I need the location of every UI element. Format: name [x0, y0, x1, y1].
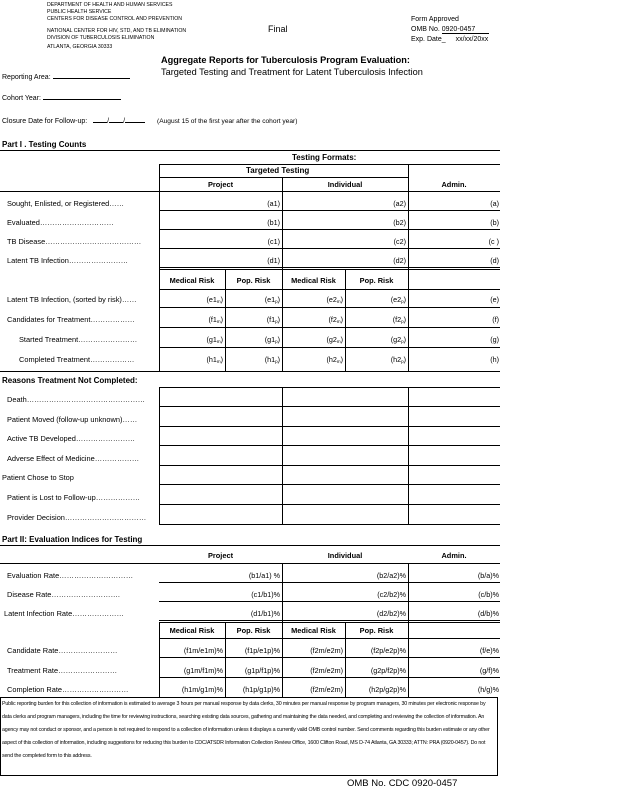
reason-label: Provider Decision…………………………… — [7, 512, 147, 522]
risk-cell: $(f2_m)$ — [328, 315, 343, 324]
cell-project: (b1/a1) % — [248, 571, 280, 580]
reason-label: Death………………………………………… — [7, 395, 145, 404]
row-label: Started Treatment…………………… — [19, 335, 138, 344]
p2-col-project: Project — [207, 551, 234, 560]
cell-admin: (g) — [490, 335, 499, 344]
risk-index-cell: (h2p/g2p)% — [368, 685, 406, 694]
risk-header: Pop. Risk — [236, 626, 271, 635]
reporting-area-label: Reporting Area: — [2, 74, 51, 81]
row-label: Completed Treatment……………… — [19, 355, 135, 364]
form-approved: Form Approved — [411, 16, 459, 23]
closure-note: (August 15 of the first year after the cohort year) — [157, 118, 298, 125]
cell-admin: (c/b)% — [478, 590, 499, 599]
risk-cell: $(g1_m)$ — [206, 335, 223, 344]
cell-project: (b1) — [267, 218, 280, 227]
col-admin: Admin. — [441, 180, 467, 189]
closure-day-input[interactable] — [109, 115, 123, 123]
cell-admin: (b) — [490, 218, 499, 227]
row-label: Latent TB Infection…………………… — [7, 256, 129, 265]
cell-individual: (c2) — [393, 237, 406, 246]
cell-individual: (c2/b2)% — [377, 590, 406, 599]
col-individual: Individual — [327, 180, 363, 189]
burden-statement: Public reporting burden for this collection of information is estimated to average 3 hours per manual response by data clerks, 30 minutes per manual response by program managers, 30 minutes per electronic response by data clerks and program managers, including the time for reviewing instructions, searching existing data sources, gathering and maintaining the data needed, and completing and reviewing the collection of information. An agency may not conduct or sponsor, and a person is not required to respond to a collection of information unless it displays a currently valid OMB control number. Send comments regarding this burden estimate or any other aspect of this collection of information, including suggestions for reducing this burden to CDC/ATSDR Information Collection Review Office, 1600 Clifton Road, MS D-74 Atlanta, GA 30333; ATTN: PRA (0920-0457). Do not send the completed form to this address. — [0, 697, 498, 776]
risk-index-cell: (f1m/e1m)% — [183, 646, 223, 655]
closure-year-input[interactable] — [125, 115, 145, 123]
testing-formats-label: Testing Formats: — [292, 153, 357, 162]
cell-individual: (b2/a2)% — [376, 571, 406, 580]
row-label: TB Disease………………………………… — [7, 237, 142, 246]
risk-index-cell: (f2m/e2m) — [310, 646, 343, 655]
row-label: Latent Infection Rate………………… — [4, 609, 124, 618]
row-label: Candidates for Treatment……………… — [7, 315, 135, 324]
status-label: Final — [268, 24, 288, 34]
risk-index-cell: (g1p/f1p)% — [244, 665, 280, 675]
risk-index-cell: (f2m/e2m) — [310, 665, 343, 675]
risk-header: Medical Risk — [291, 276, 336, 285]
row-label: Evaluated………………………… — [7, 218, 114, 227]
cell-project: (d1) — [267, 256, 280, 265]
risk-header: Medical Risk — [291, 626, 336, 635]
reason-label: Patient Moved (follow-up unknown)…… — [7, 414, 138, 424]
exp-value: xx/xx/20xx — [455, 36, 489, 43]
closure-date-field[interactable]: Closure Date for Follow-up: / / (August 15 of the first year after the cohort year) — [2, 115, 297, 125]
risk-index-cell: (h1m/g1m)% — [181, 685, 223, 694]
p2-col-admin: Admin. — [441, 551, 467, 560]
cell-admin: (g/f)% — [479, 665, 499, 675]
row-label: Latent TB Infection, (sorted by risk)…… — [7, 295, 137, 304]
page-title: Aggregate Reports for Tuberculosis Program Evaluation: — [161, 55, 410, 65]
risk-cell: $(g2_p)$ — [390, 335, 406, 344]
omb-number-line — [411, 26, 489, 34]
cell-project: (a1) — [267, 199, 280, 208]
risk-cell: $(h1_m)$ — [206, 355, 223, 364]
agency-line: DEPARTMENT OF HEALTH AND HUMAN SERVICES — [47, 2, 173, 8]
agency-line: NATIONAL CENTER FOR HIV, STD, AND TB ELIMINATION — [47, 28, 187, 34]
risk-cell: $(g2_m)$ — [326, 335, 343, 344]
risk-header: Medical Risk — [169, 276, 215, 285]
cell-admin: (h) — [490, 355, 499, 364]
targeted-testing-label: Targeted Testing — [246, 166, 310, 175]
reason-label: Patient is Lost to Follow-up……………… — [7, 493, 141, 502]
risk-cell: $(h1_p)$ — [264, 355, 280, 364]
reporting-area-input[interactable] — [53, 71, 130, 79]
risk-cell: $(e2_m)$ — [326, 295, 343, 304]
agency-line: CENTERS FOR DISEASE CONTROL AND PREVENTION — [47, 16, 182, 22]
agency-line: PUBLIC HEALTH SERVICE — [47, 9, 112, 15]
cohort-year-label: Cohort Year: — [2, 95, 41, 102]
risk-cell: $(f1_p)$ — [266, 315, 280, 324]
cell-project: (c1) — [267, 237, 280, 246]
closure-date-label: Closure Date for Follow-up: — [2, 118, 88, 125]
cell-admin: (d) — [490, 256, 499, 265]
risk-header: Medical Risk — [169, 626, 215, 635]
omb-number: 0920-0457 — [442, 26, 489, 34]
page-subtitle: Targeted Testing and Treatment for Latent Tuberculosis Infection — [161, 67, 423, 77]
risk-index-cell: (f1p/e1p)% — [244, 646, 280, 655]
row-label: Treatment Rate…………………… — [7, 665, 118, 675]
omb-label: OMB No. — [411, 26, 440, 33]
risk-header: Pop. Risk — [236, 276, 271, 285]
agency-line: DIVISION OF TUBERCULOSIS ELIMINATION — [47, 35, 155, 41]
risk-header: Pop. Risk — [359, 276, 394, 285]
risk-cell: $(e1_m)$ — [206, 295, 223, 304]
risk-index-cell: (f2p/e2p)% — [370, 646, 406, 655]
risk-index-cell: (g2p/f2p)% — [370, 665, 406, 675]
cell-admin: (b/a)% — [477, 571, 499, 580]
reason-label: Adverse Effect of Medicine……………… — [7, 453, 140, 463]
risk-cell: $(h2_p)$ — [390, 355, 406, 364]
row-label: Completion Rate……………………… — [7, 685, 129, 694]
cell-admin: (f) — [492, 315, 499, 324]
cohort-year-input[interactable] — [43, 92, 121, 100]
risk-index-cell: (f2m/e2m) — [310, 685, 343, 694]
cell-admin: (e) — [490, 295, 499, 304]
cell-project: (d1/b1)% — [250, 609, 280, 618]
risk-cell: $(h2_m)$ — [326, 355, 343, 364]
risk-cell: $(f2_p)$ — [392, 315, 406, 324]
risk-index-cell: (g1m/f1m)% — [183, 665, 223, 675]
reason-label: Active TB Developed…………………… — [7, 434, 136, 444]
part1-title: Part I . Testing Counts — [2, 140, 87, 149]
cell-individual: (b2) — [393, 218, 406, 227]
cell-individual: (d2) — [393, 256, 406, 265]
cell-admin: (h/g)% — [477, 685, 499, 694]
cell-admin: (a) — [490, 199, 499, 208]
reasons-title: Reasons Treatment Not Completed: — [2, 376, 138, 385]
risk-header: Pop. Risk — [359, 626, 394, 635]
agency-line: ATLANTA, GEORGIA 30333 — [47, 44, 113, 50]
cell-admin: (f/e)% — [479, 646, 499, 655]
closure-month-input[interactable] — [93, 115, 107, 123]
row-label: Evaluation Rate………………………… — [7, 571, 134, 580]
risk-cell: $(g1_p)$ — [264, 335, 280, 344]
exp-date-line: Exp. Date_ xx/xx/20xx — [411, 36, 489, 43]
exp-label: Exp. Date — [411, 36, 442, 43]
cell-admin: (c ) — [488, 237, 499, 246]
risk-index-cell: (h1p/g1p)% — [242, 685, 280, 694]
row-label: Candidate Rate…………………… — [7, 646, 118, 655]
col-project: Project — [207, 180, 234, 189]
cell-individual: (a2) — [393, 199, 406, 208]
cell-individual: (d2/b2)% — [376, 609, 406, 618]
reason-label: Patient Chose to Stop — [2, 473, 74, 483]
row-label: Disease Rate………………………. — [7, 590, 120, 599]
cohort-year-field[interactable] — [2, 92, 121, 102]
risk-cell: $(f1_m)$ — [208, 315, 223, 324]
p2-col-individual: Individual — [327, 551, 363, 560]
row-label: Sought, Enlisted, or Registered…… — [7, 199, 125, 208]
cell-admin: (d/b)% — [477, 609, 499, 618]
risk-cell: $(e2_p)$ — [390, 295, 406, 304]
part2-title: Part II: Evaluation Indices for Testing — [2, 535, 143, 544]
reporting-area-field[interactable] — [2, 71, 130, 81]
risk-cell: $(e1_p)$ — [264, 295, 280, 304]
footer-omb: OMB No. CDC 0920-0457 — [347, 778, 458, 789]
cell-project: (c1/b1)% — [251, 590, 280, 599]
